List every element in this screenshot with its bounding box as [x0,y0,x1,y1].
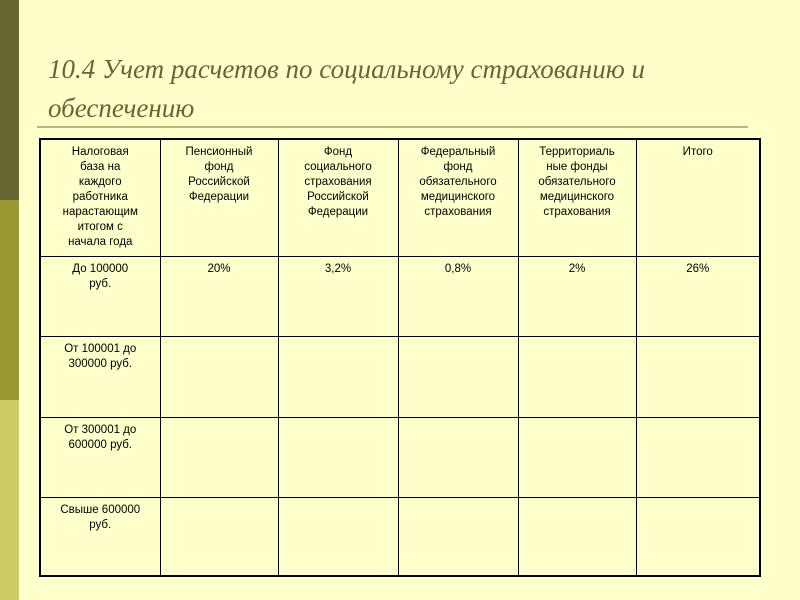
table-cell [518,418,636,498]
table-cell [398,418,518,498]
table-cell [398,337,518,418]
table-row [40,257,760,337]
header-total: Итого [636,139,760,257]
table-cell [278,337,398,418]
header-tax-base: Налоговая база на каждого работника нарастающим итогом с начала года [40,139,160,257]
sidebar-band-mid [0,200,19,400]
table-cell: 26% [636,257,760,337]
table-cell [518,498,636,577]
table-cell [278,418,398,498]
table-cell [636,498,760,577]
table-cell [636,337,760,418]
table-header-row [40,139,760,257]
table-cell: 3,2% [278,257,398,337]
page-title: 10.4 Учет расчетов по социальному страхованию и обеспечению [48,54,645,123]
table-cell [398,498,518,577]
sidebar-band-light [0,400,19,600]
table-cell [160,418,278,498]
table-cell: От 100001 до 300000 руб. [40,337,160,418]
table-cell: 0,8% [398,257,518,337]
header-social-insurance-fund: Фонд социального страхования Российской Федерации [278,139,398,257]
table-row [40,418,760,498]
table-cell [518,337,636,418]
table-cell [278,498,398,577]
table-cell: 2% [518,257,636,337]
title-divider [37,126,748,128]
table-cell: Свыше 600000 руб. [40,498,160,577]
sidebar-band-dark [0,0,19,200]
table-cell: От 300001 до 600000 руб. [40,418,160,498]
table-cell [160,337,278,418]
table-row [40,337,760,418]
table-cell: 20% [160,257,278,337]
table-cell: До 100000 руб. [40,257,160,337]
header-pension-fund: Пенсионный фонд Российской Федерации [160,139,278,257]
header-territorial-medical-funds: Территориаль ные фонды обязательного медицинского страхования [518,139,636,257]
table-row [40,498,760,577]
table-cell [160,498,278,577]
tax-rates-table [39,138,761,577]
table-cell [636,418,760,498]
header-federal-medical-fund: Федеральный фонд обязательного медицинского страхования [398,139,518,257]
